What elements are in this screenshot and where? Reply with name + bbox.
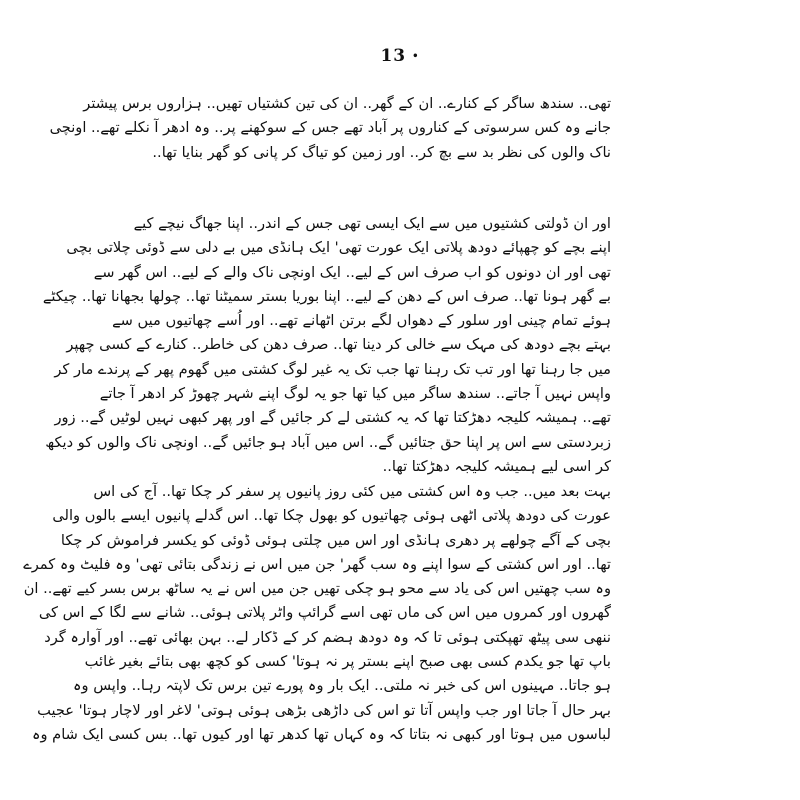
text-line: گھروں اور کمروں میں اس کی ماں تھی اسے گرائپ واٹر پلاتی ہوئی.. شانے سے لگا کے اس کی [38, 604, 611, 622]
text-line: وہ سب چھتیں اس کی یاد سے محو ہو چکی تھیں جن میں اس نے یہ ساٹھ برس بسر کیے تھے.. ان [23, 580, 611, 598]
text-line: بہت بعد میں.. جب وہ اس کشتی میں کئی روز پانیوں پر سفر کر چکا تھا.. آج کی اس [93, 483, 611, 500]
paragraph-3 [23, 480, 611, 747]
page-number [0, 46, 800, 66]
text-line: بہر حال آ جاتا اور جب واپس آتا تو اس کی داڑھی بڑھی ہوئی ہوتی' لاغر اور لاچار ہوتا' عجیب [37, 701, 611, 719]
page-number-text: 13 [380, 46, 407, 66]
text-line: بچی کے آگے چولھے پر دھری ہانڈی اور اس میں چلتی ہوئی ڈوئی کو یکسر فراموش کر چکا [60, 531, 611, 549]
text-line: میں جا رہنا تھا اور تب تک رہنا تھا جب تک یہ غیر لوگ کشتی میں گھوم پھر کے پرندے مار کر [54, 360, 611, 378]
text-line: اپنے بچے کو چھپائے دودھ پلاتی ایک عورت تھی' ایک ہانڈی میں بے دلی سے ڈوئی چلاتی بچی [66, 239, 611, 257]
text-line: تھا.. اور اس کشتی کے سوا اپنے وہ سب گھر' جن میں اس نے زندگی بتائی تھی' وہ فلیٹ وہ کمرے [23, 555, 611, 573]
paragraph-2 [42, 212, 611, 479]
text-line: بہتے بچے دودھ کی مہک سے خالی کر دینا تھا.. صرف دھن کی خاطر.. کنارے کے کسی چھپر [66, 336, 611, 354]
text-line: جانے وہ کس سرسوتی کے کناروں پر آباد تھے جس کے سوکھنے پر.. وہ ادھر آ نکلے تھے.. اونچی [49, 119, 611, 137]
text-line: کر اسی لیے ہمیشہ کلیجہ دھڑکتا تھا.. [382, 457, 611, 475]
text-line: واپس نہیں آ جاتے.. سندھ ساگر میں کیا تھا جو یہ لوگ اپنے شہر چھوڑ کر ادھر آ جاتے [99, 385, 611, 403]
text-line: تھی اور ان دونوں کو اب صرف اس کے لیے.. ایک اونچی ناک والے کے لیے.. اس گھر سے [93, 263, 611, 281]
text-line: ہو جاتا.. مہینوں اس کی خبر نہ ملتی.. ایک بار وہ پورے تین برس تک لاپتہ رہا.. واپس وہ [72, 677, 611, 695]
text-line: ہوئے تمام چینی اور سلور کے دھواں لگے برتن اٹھانے تھے.. اور اُسے چھاتیوں میں سے [112, 312, 611, 330]
text-line: لباسوں میں ہوتا اور کبھی نہ بتاتا کہ وہ کہاں تھا کدھر تھا اور کیوں تھا.. بس کسی ایک شام وہ [31, 725, 611, 743]
paragraph-1 [49, 92, 611, 165]
text-line: ننھی سی پیٹھ تھپکتی ہوئی تا کہ وہ دودھ ہضم کر کے ڈکار لے.. بہن بھائی تھے.. اور آوارہ گرد [44, 628, 611, 646]
page-marker-dot: • [412, 51, 420, 62]
text-line: عورت کی دودھ پلاتی اٹھی ہوئی چھاتیوں کو بھول چکا تھا.. اس گدلے پانیوں ایسے بالوں والی [52, 507, 611, 525]
text-line: ناک والوں کی نظر بد سے بچ کر.. اور زمین کو تیاگ کر پانی کو گھر بنایا تھا.. [152, 143, 611, 161]
text-line: تھی.. سندھ ساگر کے کنارے.. ان کے گھر.. ان کی تین کشتیاں تھیں.. ہزاروں برس پیشتر [83, 95, 611, 112]
text-line: اور ان ڈولتی کشتیوں میں سے ایک ایسی تھی جس کے اندر.. اپنا جھاگ نیچے کیے [133, 215, 611, 232]
text-line: باپ تھا جو یکدم کسی بھی صبح اپنے بستر پر نہ ہوتا' کسی کو کچھ بھی بتائے بغیر غائب [84, 653, 611, 671]
text-line: بے گھر ہونا تھا.. صرف اس کے دھن کے لیے.. اپنا بوریا بستر سمیٹنا تھا.. چولھا بجھانا تھا.. چیکٹے [42, 287, 611, 305]
text-line: تھے.. ہمیشہ کلیجہ دھڑکتا تھا کہ یہ کشتی لے کر جائیں گے اور پھر کبھی نہیں لوٹیں گے.. زور [54, 409, 611, 427]
text-line: زبردستی سے اس پر اپنا حق جتائیں گے.. اس میں آباد ہو جائیں گے.. اونچی ناک والوں کو دیکھ [45, 433, 611, 451]
